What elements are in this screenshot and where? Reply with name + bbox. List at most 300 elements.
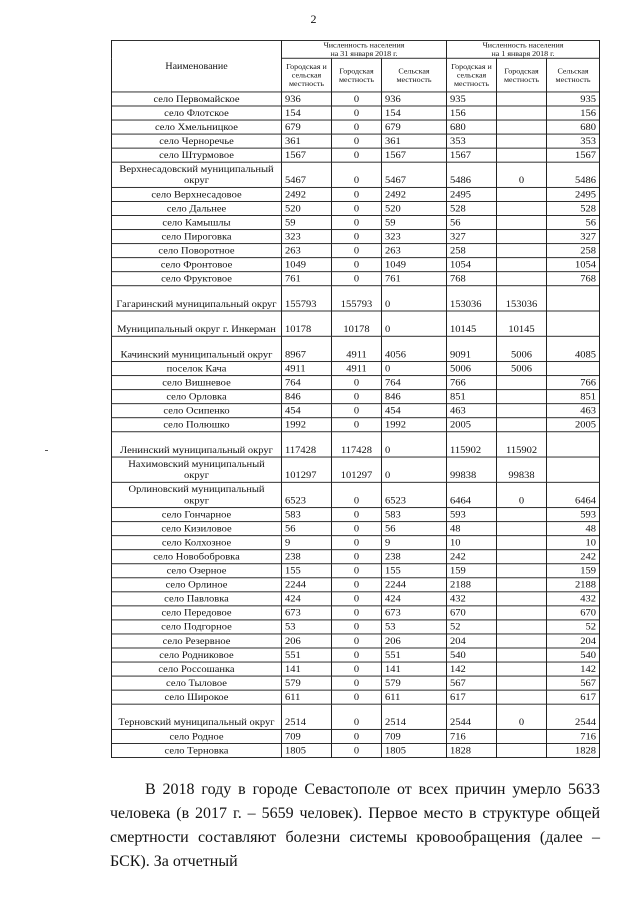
- row-value-e: [497, 187, 547, 201]
- row-value-c: 6523: [382, 482, 447, 507]
- row-value-e: [497, 390, 547, 404]
- row-value-d: 242: [447, 550, 497, 564]
- row-value-f: 463: [547, 404, 600, 418]
- row-value-b: 10178: [332, 311, 382, 336]
- row-value-e: [497, 620, 547, 634]
- row-value-c: 846: [382, 390, 447, 404]
- row-value-c: 56: [382, 522, 447, 536]
- row-value-a: 1805: [282, 743, 332, 757]
- row-value-d: 56: [447, 216, 497, 230]
- row-value-a: 1992: [282, 418, 332, 432]
- row-value-d: 9091: [447, 336, 497, 361]
- row-value-b: 0: [332, 120, 382, 134]
- row-value-c: 2244: [382, 578, 447, 592]
- scan-mark: [45, 450, 48, 451]
- row-value-f: 593: [547, 508, 600, 522]
- row-value-a: 155793: [282, 286, 332, 311]
- table-row: [112, 432, 600, 457]
- row-value-d: 463: [447, 404, 497, 418]
- row-name: село Родниковое: [112, 648, 282, 662]
- row-value-b: 0: [332, 162, 382, 187]
- row-value-f: 716: [547, 729, 600, 743]
- table-row: [112, 578, 600, 592]
- row-value-a: 611: [282, 690, 332, 704]
- row-value-f: [547, 432, 600, 457]
- row-value-a: 520: [282, 201, 332, 215]
- row-value-f: 670: [547, 606, 600, 620]
- row-value-d: 153036: [447, 286, 497, 311]
- row-value-c: 5467: [382, 162, 447, 187]
- row-value-d: 5486: [447, 162, 497, 187]
- row-value-d: 2495: [447, 187, 497, 201]
- row-value-e: [497, 272, 547, 286]
- table-row: [112, 648, 600, 662]
- row-name: село Орловка: [112, 390, 282, 404]
- row-value-d: 617: [447, 690, 497, 704]
- row-value-c: 0: [382, 362, 447, 376]
- row-name: село Черноречье: [112, 134, 282, 148]
- row-value-f: 432: [547, 592, 600, 606]
- table-row: [112, 743, 600, 757]
- row-value-e: [497, 634, 547, 648]
- row-value-e: [497, 201, 547, 215]
- table-row: [112, 418, 600, 432]
- row-value-d: 258: [447, 244, 497, 258]
- row-value-a: 155: [282, 564, 332, 578]
- row-value-d: 99838: [447, 457, 497, 482]
- row-value-c: 1567: [382, 148, 447, 162]
- row-value-c: 263: [382, 244, 447, 258]
- table-row: [112, 662, 600, 676]
- table-row: [112, 148, 600, 162]
- row-value-e: [497, 258, 547, 272]
- row-name: поселок Кача: [112, 362, 282, 376]
- row-value-b: 0: [332, 272, 382, 286]
- row-value-a: 2492: [282, 187, 332, 201]
- row-value-a: 761: [282, 272, 332, 286]
- row-value-b: 0: [332, 482, 382, 507]
- header-col-total-2: Городская и сельская местность: [447, 58, 497, 92]
- row-value-c: 9: [382, 536, 447, 550]
- row-value-d: 935: [447, 92, 497, 106]
- table-row: [112, 201, 600, 215]
- header-group-2018-line2: на 31 января 2018 г.: [330, 49, 398, 58]
- row-value-f: 2544: [547, 704, 600, 729]
- row-value-c: 673: [382, 606, 447, 620]
- row-value-b: 0: [332, 201, 382, 215]
- row-name: село Передовое: [112, 606, 282, 620]
- row-value-c: 611: [382, 690, 447, 704]
- row-value-a: 454: [282, 404, 332, 418]
- row-value-a: 59: [282, 216, 332, 230]
- page-number: 2: [310, 12, 317, 26]
- row-value-e: 0: [497, 482, 547, 507]
- row-value-c: 206: [382, 634, 447, 648]
- table-row: [112, 216, 600, 230]
- row-value-f: [547, 286, 600, 311]
- row-name: Нахимовский муниципальный округ: [112, 457, 282, 482]
- row-value-b: 0: [332, 404, 382, 418]
- row-name: село Штурмовое: [112, 148, 282, 162]
- row-value-b: 0: [332, 743, 382, 757]
- row-value-e: [497, 216, 547, 230]
- row-value-f: 204: [547, 634, 600, 648]
- row-value-c: 0: [382, 286, 447, 311]
- row-value-b: 0: [332, 550, 382, 564]
- row-value-a: 8967: [282, 336, 332, 361]
- row-value-e: 115902: [497, 432, 547, 457]
- row-value-d: 159: [447, 564, 497, 578]
- row-value-f: 1054: [547, 258, 600, 272]
- row-value-c: 1049: [382, 258, 447, 272]
- row-value-c: 424: [382, 592, 447, 606]
- row-value-f: 766: [547, 376, 600, 390]
- row-value-c: 323: [382, 230, 447, 244]
- row-value-e: [497, 606, 547, 620]
- table-row: [112, 522, 600, 536]
- row-value-b: 4911: [332, 362, 382, 376]
- row-value-e: [497, 508, 547, 522]
- row-value-a: 238: [282, 550, 332, 564]
- row-value-c: 0: [382, 457, 447, 482]
- row-name: село Озерное: [112, 564, 282, 578]
- row-value-b: 0: [332, 578, 382, 592]
- row-value-f: [547, 311, 600, 336]
- row-value-a: 4911: [282, 362, 332, 376]
- row-value-b: 0: [332, 729, 382, 743]
- row-name: Качинский муниципальный округ: [112, 336, 282, 361]
- row-value-e: [497, 676, 547, 690]
- row-value-c: 679: [382, 120, 447, 134]
- row-value-e: 5006: [497, 336, 547, 361]
- row-value-f: 1567: [547, 148, 600, 162]
- row-value-b: 0: [332, 648, 382, 662]
- header-col-total: Городская и сельская местность: [282, 58, 332, 92]
- row-value-a: 361: [282, 134, 332, 148]
- row-value-d: 6464: [447, 482, 497, 507]
- header-col-rural: Сельская местность: [382, 58, 447, 92]
- row-value-a: 424: [282, 592, 332, 606]
- row-name: село Флотское: [112, 106, 282, 120]
- row-value-b: 0: [332, 418, 382, 432]
- row-value-a: 117428: [282, 432, 332, 457]
- row-name: село Широкое: [112, 690, 282, 704]
- row-value-d: 327: [447, 230, 497, 244]
- row-value-e: [497, 148, 547, 162]
- row-name: Ленинский муниципальный округ: [112, 432, 282, 457]
- row-value-a: 9: [282, 536, 332, 550]
- table-row: [112, 690, 600, 704]
- row-value-b: 0: [332, 244, 382, 258]
- row-value-a: 936: [282, 92, 332, 106]
- row-name: Муниципальный округ г. Инкерман: [112, 311, 282, 336]
- row-value-c: 1805: [382, 743, 447, 757]
- row-value-b: 0: [332, 508, 382, 522]
- row-value-f: 2495: [547, 187, 600, 201]
- table-row: [112, 272, 600, 286]
- row-value-b: 0: [332, 148, 382, 162]
- table-row: [112, 676, 600, 690]
- row-value-a: 323: [282, 230, 332, 244]
- header-col-urban-2: Городская местность: [497, 58, 547, 92]
- row-value-b: 0: [332, 704, 382, 729]
- row-name: село Родное: [112, 729, 282, 743]
- table-row: [112, 634, 600, 648]
- row-value-a: 101297: [282, 457, 332, 482]
- header-row-group: [112, 40, 600, 58]
- table-row: [112, 729, 600, 743]
- row-value-f: 327: [547, 230, 600, 244]
- row-value-e: [497, 404, 547, 418]
- row-value-a: 579: [282, 676, 332, 690]
- row-value-b: 0: [332, 662, 382, 676]
- row-value-b: 117428: [332, 432, 382, 457]
- row-value-e: [497, 564, 547, 578]
- row-value-e: 10145: [497, 311, 547, 336]
- row-name: село Вишневое: [112, 376, 282, 390]
- row-name: село Осипенко: [112, 404, 282, 418]
- table-row: [112, 457, 600, 482]
- row-value-e: [497, 690, 547, 704]
- row-value-d: 528: [447, 201, 497, 215]
- row-value-d: 1054: [447, 258, 497, 272]
- header-col-urban: Городская местность: [332, 58, 382, 92]
- row-value-b: 0: [332, 258, 382, 272]
- row-value-e: [497, 106, 547, 120]
- row-value-a: 2514: [282, 704, 332, 729]
- row-value-d: 851: [447, 390, 497, 404]
- table-row: [112, 390, 600, 404]
- row-value-b: 0: [332, 634, 382, 648]
- table-body: [112, 92, 600, 758]
- row-value-c: 583: [382, 508, 447, 522]
- row-value-c: 361: [382, 134, 447, 148]
- row-value-a: 846: [282, 390, 332, 404]
- row-value-c: 520: [382, 201, 447, 215]
- row-value-d: 593: [447, 508, 497, 522]
- row-value-b: 0: [332, 676, 382, 690]
- row-value-a: 709: [282, 729, 332, 743]
- row-value-f: 680: [547, 120, 600, 134]
- row-value-f: 48: [547, 522, 600, 536]
- row-value-f: 52: [547, 620, 600, 634]
- row-value-f: 567: [547, 676, 600, 690]
- table-row: [112, 704, 600, 729]
- row-value-a: 1049: [282, 258, 332, 272]
- body-paragraph: В 2018 году в городе Севастополе от всех причин умерло 5633 человека (в 2017 г. – 5659 человек). Первое место в структуре общей смертности составляют болезни системы кровообращения (далее – БСК). За отчетный: [110, 781, 600, 870]
- row-value-c: 936: [382, 92, 447, 106]
- row-value-e: [497, 536, 547, 550]
- row-value-d: 115902: [447, 432, 497, 457]
- row-value-f: 353: [547, 134, 600, 148]
- row-name: село Орлиное: [112, 578, 282, 592]
- row-value-e: 153036: [497, 286, 547, 311]
- row-value-d: 10145: [447, 311, 497, 336]
- table-row: [112, 508, 600, 522]
- row-value-e: [497, 92, 547, 106]
- table-row: [112, 244, 600, 258]
- row-value-d: 766: [447, 376, 497, 390]
- row-value-f: [547, 457, 600, 482]
- header-group-2019: [447, 40, 600, 58]
- row-value-f: 10: [547, 536, 600, 550]
- row-name: Терновский муниципальный округ: [112, 704, 282, 729]
- row-value-a: 10178: [282, 311, 332, 336]
- row-value-c: 551: [382, 648, 447, 662]
- row-value-e: [497, 418, 547, 432]
- row-value-b: 0: [332, 134, 382, 148]
- table-row: [112, 92, 600, 106]
- row-value-d: 2544: [447, 704, 497, 729]
- row-value-f: 1828: [547, 743, 600, 757]
- row-name: село Фронтовое: [112, 258, 282, 272]
- row-value-f: 528: [547, 201, 600, 215]
- row-value-f: 56: [547, 216, 600, 230]
- table-row: [112, 336, 600, 361]
- row-value-a: 206: [282, 634, 332, 648]
- row-name: село Тыловое: [112, 676, 282, 690]
- row-name: село Колхозное: [112, 536, 282, 550]
- row-name: село Кизиловое: [112, 522, 282, 536]
- row-name: село Полюшко: [112, 418, 282, 432]
- row-name: село Пироговка: [112, 230, 282, 244]
- table-row: [112, 620, 600, 634]
- row-value-c: 154: [382, 106, 447, 120]
- row-value-a: 5467: [282, 162, 332, 187]
- row-value-b: 0: [332, 376, 382, 390]
- row-value-b: 0: [332, 216, 382, 230]
- table-row: [112, 404, 600, 418]
- row-name: село Резервное: [112, 634, 282, 648]
- table-row: [112, 550, 600, 564]
- row-value-c: 4056: [382, 336, 447, 361]
- header-group-2018: [282, 40, 447, 58]
- row-value-b: 0: [332, 187, 382, 201]
- row-value-d: 353: [447, 134, 497, 148]
- row-value-d: 2188: [447, 578, 497, 592]
- row-name: село Россошанка: [112, 662, 282, 676]
- table-row: [112, 606, 600, 620]
- row-value-a: 53: [282, 620, 332, 634]
- row-value-a: 141: [282, 662, 332, 676]
- row-name: село Хмельницкое: [112, 120, 282, 134]
- row-value-d: 1567: [447, 148, 497, 162]
- row-value-a: 2244: [282, 578, 332, 592]
- row-value-f: 6464: [547, 482, 600, 507]
- row-name: село Фруктовое: [112, 272, 282, 286]
- row-name: село Верхнесадовое: [112, 187, 282, 201]
- row-value-c: 59: [382, 216, 447, 230]
- header-group-2019-line2: на 1 января 2018 г.: [491, 49, 555, 58]
- table-row: [112, 286, 600, 311]
- row-name: Орлиновский муниципальный округ: [112, 482, 282, 507]
- row-value-f: 156: [547, 106, 600, 120]
- table-row: [112, 362, 600, 376]
- row-value-e: [497, 550, 547, 564]
- row-value-e: 0: [497, 704, 547, 729]
- row-value-b: 0: [332, 690, 382, 704]
- table-row: [112, 187, 600, 201]
- row-value-f: 540: [547, 648, 600, 662]
- row-value-e: [497, 662, 547, 676]
- row-value-c: 0: [382, 432, 447, 457]
- row-name: село Терновка: [112, 743, 282, 757]
- row-value-d: 716: [447, 729, 497, 743]
- row-value-c: 53: [382, 620, 447, 634]
- row-value-d: 432: [447, 592, 497, 606]
- row-value-e: [497, 522, 547, 536]
- table-row: [112, 134, 600, 148]
- row-value-e: [497, 592, 547, 606]
- row-value-c: 1992: [382, 418, 447, 432]
- row-name: село Первомайское: [112, 92, 282, 106]
- row-value-d: 142: [447, 662, 497, 676]
- table-row: [112, 162, 600, 187]
- row-value-b: 4911: [332, 336, 382, 361]
- row-value-b: 0: [332, 536, 382, 550]
- row-value-c: 579: [382, 676, 447, 690]
- row-value-e: [497, 244, 547, 258]
- row-value-e: 99838: [497, 457, 547, 482]
- population-table: [111, 40, 600, 758]
- table-row: [112, 258, 600, 272]
- row-value-e: [497, 376, 547, 390]
- row-value-d: 540: [447, 648, 497, 662]
- row-value-a: 56: [282, 522, 332, 536]
- row-value-f: 768: [547, 272, 600, 286]
- row-value-d: 2005: [447, 418, 497, 432]
- row-value-f: [547, 362, 600, 376]
- row-value-d: 52: [447, 620, 497, 634]
- row-value-a: 1567: [282, 148, 332, 162]
- row-value-b: 0: [332, 592, 382, 606]
- table-row: [112, 120, 600, 134]
- row-value-b: 0: [332, 92, 382, 106]
- table-row: [112, 564, 600, 578]
- row-value-d: 768: [447, 272, 497, 286]
- row-value-c: 155: [382, 564, 447, 578]
- row-value-d: 1828: [447, 743, 497, 757]
- row-value-f: 242: [547, 550, 600, 564]
- row-value-f: 851: [547, 390, 600, 404]
- row-value-b: 155793: [332, 286, 382, 311]
- header-group-2019-line1: Численность населения: [482, 40, 564, 50]
- row-value-c: 0: [382, 311, 447, 336]
- row-value-b: 0: [332, 522, 382, 536]
- row-value-c: 141: [382, 662, 447, 676]
- row-value-f: 159: [547, 564, 600, 578]
- table-row: [112, 376, 600, 390]
- header-name: Наименование: [112, 40, 282, 91]
- table-row: [112, 230, 600, 244]
- row-name: село Гончарное: [112, 508, 282, 522]
- row-value-d: 156: [447, 106, 497, 120]
- header-col-rural-2: Сельская местность: [547, 58, 600, 92]
- row-value-b: 0: [332, 230, 382, 244]
- row-name: село Подгорное: [112, 620, 282, 634]
- row-name: Гагаринский муниципальный округ: [112, 286, 282, 311]
- row-value-e: 0: [497, 162, 547, 187]
- table-row: [112, 536, 600, 550]
- row-value-b: 0: [332, 390, 382, 404]
- row-value-e: [497, 578, 547, 592]
- row-value-f: 5486: [547, 162, 600, 187]
- row-value-d: 204: [447, 634, 497, 648]
- row-value-a: 551: [282, 648, 332, 662]
- row-value-a: 583: [282, 508, 332, 522]
- row-value-e: 5006: [497, 362, 547, 376]
- table-row: [112, 311, 600, 336]
